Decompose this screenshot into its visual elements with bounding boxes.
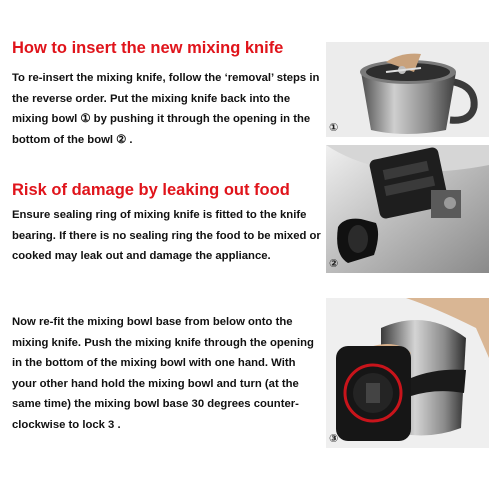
section-heading-leak-risk: Risk of damage by leaking out food [12,181,290,199]
section-heading-insert-knife: How to insert the new mixing knife [12,39,284,57]
mixing-bowl-with-knife-photo [326,42,489,137]
photo-label-2: ② [329,257,339,270]
photo-label-1: ① [329,121,339,134]
knife-bearing-sealing-ring-photo [326,145,489,273]
photo-label-3: ③ [329,432,339,445]
section-body-refit-base: Now re-fit the mixing bowl base from below onto the mixing knife. Push the mixing knife through the opening in the bottom of the mixing bowl with one hand. With your other hand hold the mixing bowl and turn (at the same time) the mixing bowl base 30 degrees counter-clockwise to lock 3 . [12,316,314,431]
section-body-insert-knife: To re-insert the mixing knife, follow the ‘removal’ steps in the reverse order. Put the mixing knife back into the mixing bowl ① by pushing it through the opening in the bottom of the bowl ② . [12,72,320,146]
bowl-base-locking-photo [326,298,489,448]
section-body-leak-risk: Ensure sealing ring of mixing knife is fitted to the knife bearing. If there is no sealing ring the food to be mixed or cooked may leak out and damage the appliance. [12,209,321,263]
